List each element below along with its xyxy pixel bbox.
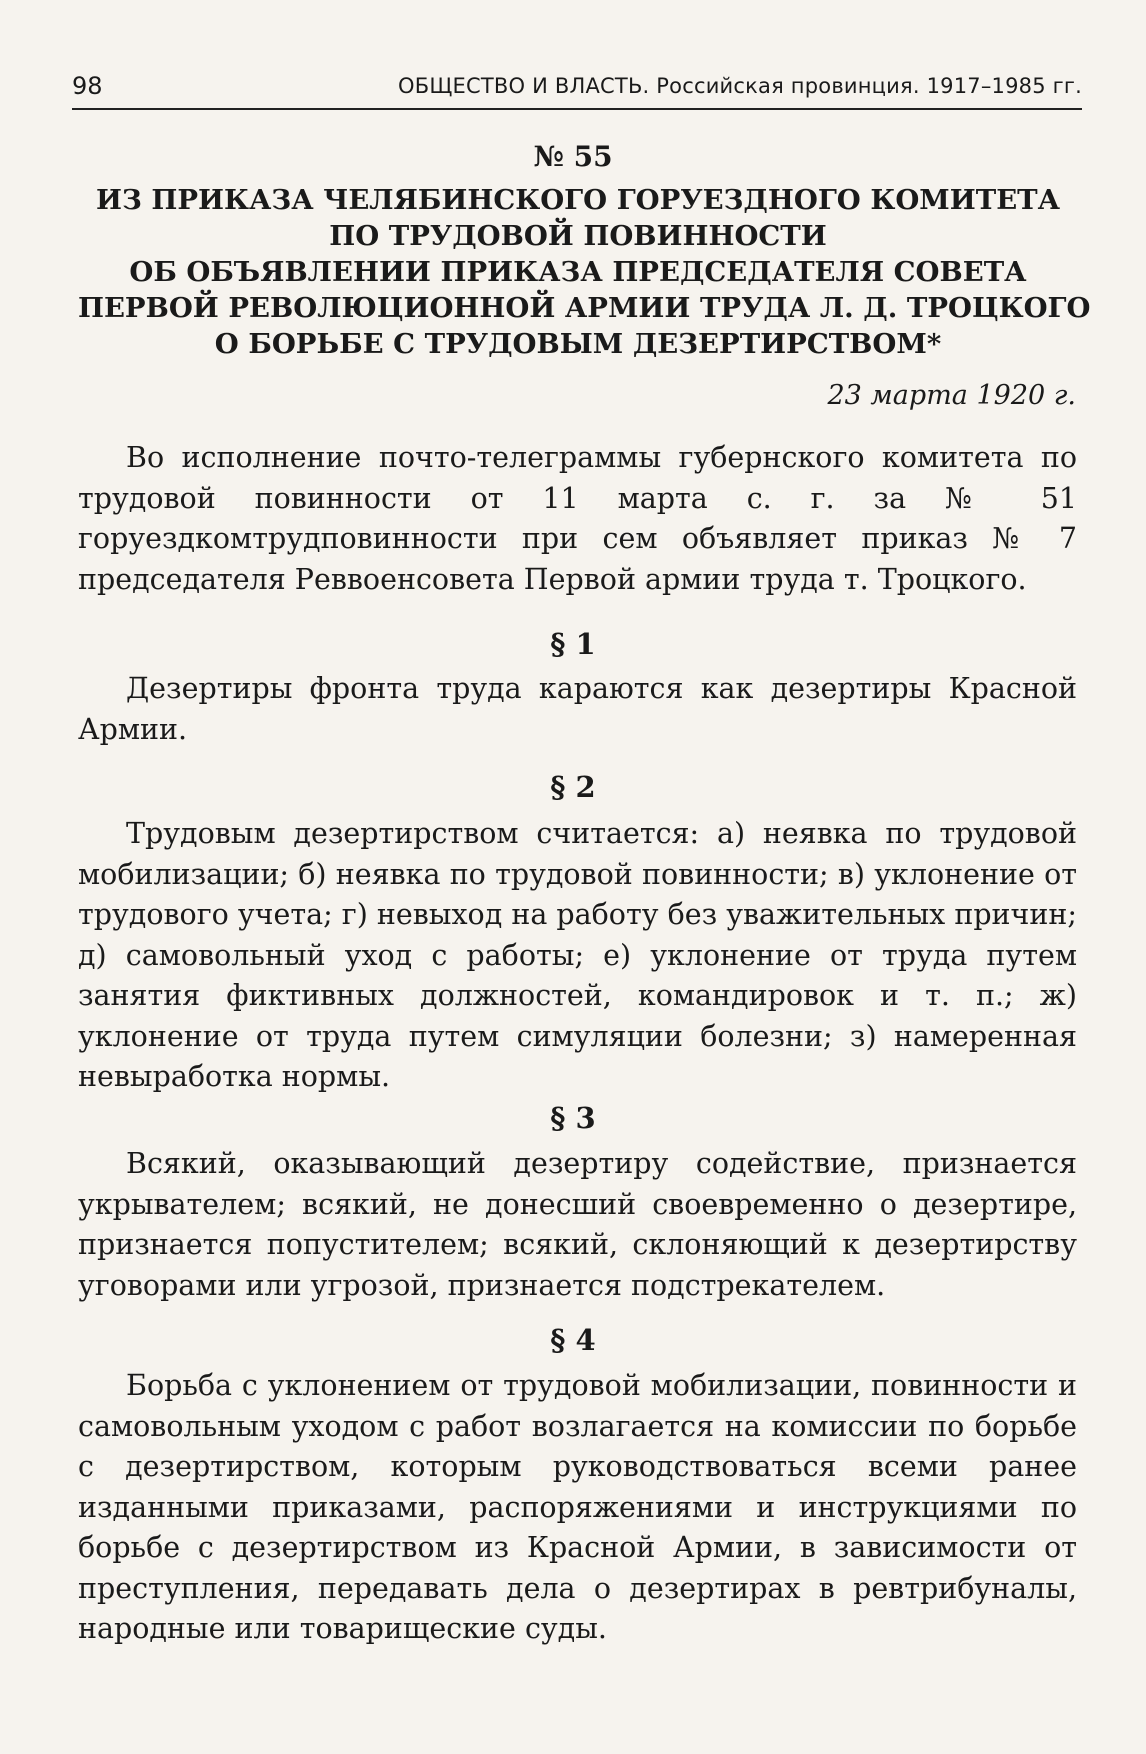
- section-body: [78, 814, 1077, 1098]
- document-date: 23 марта 1920 г.: [827, 380, 1076, 411]
- running-header: [72, 68, 1082, 110]
- section-paragraph: Трудовым дезертирством считается: а) неявка по трудовой мобилизации; б) неявка по трудовой повинности; в) уклонение от трудового учета; г) невыход на работу без уважительных причин; д) самовольный уход с работы; е) уклонение от труда путем занятия фиктивных должностей, командировок и т. п.; ж) уклонение от труда путем симуляции болезни; з) намеренная невыработка нормы.: [78, 817, 1077, 1093]
- running-title: ОБЩЕСТВО И ВЛАСТЬ. Российская провинция. 1917–1985 гг.: [398, 74, 1082, 98]
- section-heading: § 1: [550, 627, 596, 661]
- document-title-line: ПО ТРУДОВОЙ ПОВИННОСТИ: [329, 220, 827, 252]
- document-title-line: ПЕРВОЙ РЕВОЛЮЦИОННОЙ АРМИИ ТРУДА Л. Д. ТРОЦКОГО: [78, 292, 1091, 324]
- section-body: [78, 1366, 1077, 1650]
- intro-paragraph: Во исполнение почто-телеграммы губернского комитета по трудовой повинности от 11 марта с. г. за № 51 горуездкомтрудповинности при сем объявляет приказ № 7 председателя Реввоенсовета Первой армии труда т. Троцкого.: [78, 441, 1077, 596]
- section-paragraph: Дезертиры фронта труда караются как дезертиры Красной Армии.: [78, 672, 1077, 746]
- document-title-line: ОБ ОБЪЯВЛЕНИИ ПРИКАЗА ПРЕДСЕДАТЕЛЯ СОВЕТА: [129, 256, 1027, 288]
- section-heading: § 2: [550, 770, 596, 804]
- section-paragraph: Всякий, оказывающий дезертиру содействие, признается укрывателем; всякий, не донесший своевременно о дезертире, признается попустителем; всякий, склоняющий к дезертирству уговорами или угрозой, признается подстрекателем.: [78, 1147, 1077, 1302]
- section-heading: § 3: [550, 1101, 596, 1135]
- page-number: 98: [72, 72, 103, 100]
- document-title: [78, 182, 1091, 362]
- section-heading: § 4: [550, 1323, 596, 1357]
- document-number: № 55: [533, 140, 613, 173]
- section-body: [78, 669, 1077, 750]
- document-title-line: О БОРЬБЕ С ТРУДОВЫМ ДЕЗЕРТИРСТВОМ*: [214, 328, 942, 360]
- section-body: [78, 1144, 1077, 1306]
- section-paragraph: Борьба с уклонением от трудовой мобилизации, повинности и самовольным уходом с работ возлагается на комиссии по борьбе с дезертирством, которым руководствоваться всеми ранее изданными приказами, распоряжениями и инструкциями по борьбе с дезертирством из Красной Армии, в зависимости от преступления, передавать дела о дезертирах в ревтрибуналы, народные или товарищеские суды.: [78, 1369, 1077, 1645]
- document-title-line: ИЗ ПРИКАЗА ЧЕЛЯБИНСКОГО ГОРУЕЗДНОГО КОМИТЕТА: [95, 184, 1061, 216]
- intro-paragraph-block: [78, 438, 1077, 600]
